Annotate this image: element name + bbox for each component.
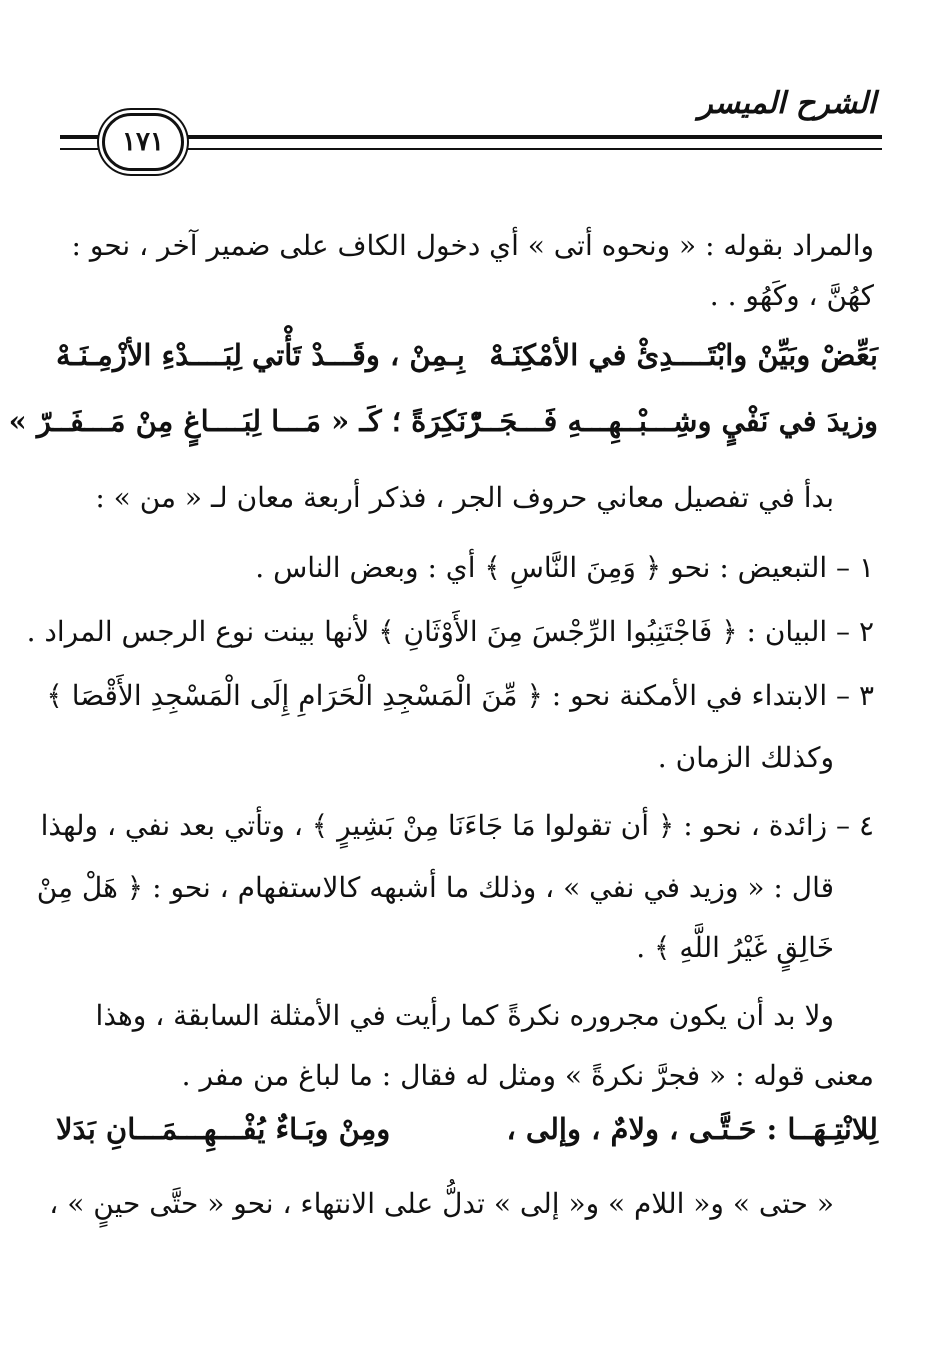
- paragraph-line: معنى قوله : « فجرَّ نكرةً » ومثل له فقال : ما لباغ من مفر .: [181, 1059, 874, 1092]
- list-item: ١ – التبعيض : نحو ﴿ وَمِنَ النَّاسِ ﴾ أي : وبعض الناس .: [255, 551, 874, 584]
- page-number: ١٧١: [122, 127, 164, 157]
- verse-hemistich-left: ومِنْ وبَـاءٌ يُفْـــهِـــمَـــانِ بَدَلا: [56, 1112, 391, 1146]
- header-rule-thick: [170, 135, 882, 139]
- list-item-continuation: وكذلك الزمان .: [657, 741, 834, 774]
- list-item: ٤ – زائدة ، نحو : ﴿ أن تقولوا مَا جَاءَنَا مِنْ بَشِيرٍ ﴾ ، وتأتي بعد نفي ، ولهذا: [40, 809, 874, 842]
- verse-line: [56, 338, 878, 382]
- verse-hemistich-right: بَعِّضْ وبَيِّنْ وابْتَــــدِئْ في الأمْكِنَـهْ: [489, 338, 878, 372]
- header-rule-thin: [170, 148, 882, 150]
- page-number-badge: [102, 113, 184, 171]
- list-item: ٢ – البيان : ﴿ فَاجْتَنِبُوا الرِّجْسَ مِنَ الأَوْثَانِ ﴾ لأنها بينت نوع الرجس المراد .: [26, 615, 874, 648]
- header-rule-left-thick: [60, 135, 106, 139]
- verse-hemistich-left: نَكِرَةً ؛ كَـ « مَـــا لِبَــــاغٍ مِنْ مَـــفَــرّ »: [8, 404, 467, 438]
- list-item-continuation: خَالِقٍ غَيْرُ اللَّهِ ﴾ .: [636, 931, 834, 964]
- verse-hemistich-left: بِـمِنْ ، وقَـــدْ تَأْتي لِبَــــدْءِ الأزْمِـنَـهْ: [56, 338, 465, 372]
- paragraph-line: كهُنَّ ، وكَهُو . .: [709, 279, 874, 312]
- list-item: ٣ – الابتداء في الأمكنة نحو : ﴿ مِّنَ الْمَسْجِدِ الْحَرَامِ إِلَى الْمَسْجِدِ الأَقْصَا ﴾: [46, 679, 874, 712]
- verse-line: [56, 1112, 878, 1156]
- paragraph-line: ولا بد أن يكون مجروره نكرةً كما رأيت في الأمثلة السابقة ، وهذا: [95, 999, 834, 1032]
- verse-line: [8, 404, 878, 448]
- header-rule-left-thin: [60, 148, 106, 150]
- paragraph-line: « حتى » و« اللام » و« إلى » تدلُّ على الانتهاء ، نحو « حتَّى حينٍ » ،: [49, 1187, 834, 1220]
- paragraph-line: بدأ في تفصيل معاني حروف الجر ، فذكر أربعة معان لـ « من » :: [95, 481, 834, 514]
- verse-hemistich-right: وزيدَ في نَفْيٍ وشِـــبْــهِـــهِ فَـــجَــرّْ: [466, 404, 878, 438]
- running-title: الشرح الميسر: [698, 86, 876, 121]
- paragraph-line: والمراد بقوله : « ونحوه أتى » أي دخول الكاف على ضمير آخر ، نحو :: [71, 229, 874, 262]
- list-item-continuation: قال : « وزيد في نفي » ، وذلك ما أشبهه كالاستفهام ، نحو : ﴿ هَلْ مِنْ: [36, 871, 834, 904]
- verse-hemistich-right: لِلانْتِـهَــا : حَـتَّـى ، ولامٌ ، وإلى ،: [506, 1112, 878, 1146]
